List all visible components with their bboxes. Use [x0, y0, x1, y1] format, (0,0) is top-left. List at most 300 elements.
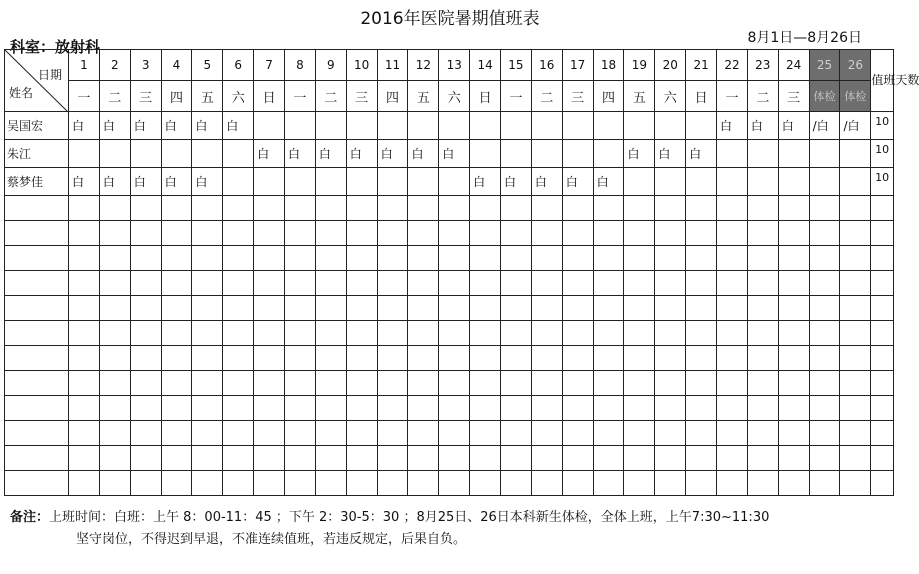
shift-cell: [501, 112, 532, 140]
empty-cell: [5, 346, 69, 371]
table-row: [5, 168, 894, 196]
weekday: 体检: [840, 81, 871, 112]
notes-label: 备注：: [10, 510, 50, 525]
empty-cell: [624, 196, 655, 221]
empty-cell: [439, 346, 470, 371]
empty-cell: [531, 446, 562, 471]
empty-cell: [5, 196, 69, 221]
empty-cell: [747, 221, 778, 246]
empty-cell: [624, 271, 655, 296]
empty-cell: [531, 296, 562, 321]
shift-cell: [223, 140, 254, 168]
empty-cell: [501, 446, 532, 471]
empty-row: [5, 346, 894, 371]
empty-cell: [501, 371, 532, 396]
empty-cell: [192, 221, 223, 246]
empty-cell: [531, 396, 562, 421]
empty-cell: [130, 396, 161, 421]
empty-cell: [809, 221, 840, 246]
shift-cell: 白: [778, 112, 809, 140]
empty-cell: [130, 321, 161, 346]
empty-cell: [778, 396, 809, 421]
empty-cell: [377, 321, 408, 346]
empty-cell: [655, 371, 686, 396]
empty-cell: [315, 296, 346, 321]
empty-cell: [501, 221, 532, 246]
shift-cell: [130, 140, 161, 168]
empty-cell: [840, 446, 871, 471]
empty-cell: [531, 246, 562, 271]
empty-cell: [531, 321, 562, 346]
shift-cell: [439, 168, 470, 196]
empty-row: [5, 396, 894, 421]
empty-cell: [346, 271, 377, 296]
empty-cell: [285, 321, 316, 346]
empty-cell: [5, 321, 69, 346]
day-number: 22: [717, 50, 748, 81]
empty-cell: [285, 196, 316, 221]
empty-cell: [501, 271, 532, 296]
empty-cell: [223, 296, 254, 321]
weekday: 六: [655, 81, 686, 112]
shift-cell: 白: [192, 112, 223, 140]
empty-cell: [5, 296, 69, 321]
empty-cell: [840, 296, 871, 321]
empty-cell: [192, 446, 223, 471]
empty-cell: [871, 471, 894, 496]
empty-cell: [624, 471, 655, 496]
day-number: 10: [346, 50, 377, 81]
empty-cell: [531, 471, 562, 496]
empty-cell: [161, 271, 192, 296]
empty-cell: [624, 446, 655, 471]
empty-cell: [686, 321, 717, 346]
empty-cell: [809, 196, 840, 221]
empty-cell: [439, 296, 470, 321]
empty-cell: [192, 321, 223, 346]
day-number: 24: [778, 50, 809, 81]
page-title: 2016年医院暑期值班表: [360, 9, 540, 29]
empty-cell: [655, 421, 686, 446]
notes-schedule: 上班时间：白班：上午 8：00-11：45 ；下午 2：30-5：30 ；8月25日、26日本科新生体检，全体上班，上午7:30~11:30: [49, 510, 770, 525]
empty-cell: [408, 196, 439, 221]
empty-cell: [717, 421, 748, 446]
weekday: 二: [99, 81, 130, 112]
empty-cell: [346, 421, 377, 446]
empty-cell: [840, 346, 871, 371]
shift-cell: [686, 168, 717, 196]
empty-cell: [315, 196, 346, 221]
empty-cell: [686, 446, 717, 471]
empty-cell: [778, 271, 809, 296]
total-days-cell: 10: [871, 140, 894, 168]
empty-cell: [717, 471, 748, 496]
empty-cell: [439, 196, 470, 221]
empty-cell: [470, 371, 501, 396]
empty-cell: [408, 271, 439, 296]
empty-cell: [871, 196, 894, 221]
empty-cell: [624, 421, 655, 446]
empty-cell: [747, 371, 778, 396]
empty-cell: [717, 396, 748, 421]
empty-cell: [192, 421, 223, 446]
empty-cell: [470, 446, 501, 471]
empty-cell: [161, 321, 192, 346]
empty-cell: [778, 346, 809, 371]
empty-cell: [68, 396, 99, 421]
empty-cell: [809, 471, 840, 496]
empty-cell: [223, 196, 254, 221]
empty-cell: [717, 296, 748, 321]
empty-cell: [747, 396, 778, 421]
empty-cell: [377, 271, 408, 296]
empty-cell: [346, 446, 377, 471]
empty-cell: [531, 371, 562, 396]
empty-cell: [223, 271, 254, 296]
empty-cell: [593, 321, 624, 346]
empty-cell: [315, 271, 346, 296]
weekday: 四: [161, 81, 192, 112]
empty-cell: [377, 446, 408, 471]
empty-cell: [285, 446, 316, 471]
shift-cell: [747, 168, 778, 196]
empty-cell: [99, 421, 130, 446]
empty-row: [5, 421, 894, 446]
empty-cell: [315, 221, 346, 246]
empty-cell: [161, 421, 192, 446]
empty-cell: [254, 371, 285, 396]
empty-cell: [346, 321, 377, 346]
empty-cell: [840, 196, 871, 221]
empty-cell: [161, 346, 192, 371]
empty-cell: [285, 396, 316, 421]
shift-cell: [624, 168, 655, 196]
shift-cell: 白: [501, 168, 532, 196]
empty-cell: [315, 421, 346, 446]
empty-cell: [655, 296, 686, 321]
empty-cell: [377, 346, 408, 371]
empty-cell: [254, 296, 285, 321]
empty-cell: [747, 271, 778, 296]
shift-cell: [624, 112, 655, 140]
weekday: 二: [531, 81, 562, 112]
empty-cell: [778, 446, 809, 471]
empty-cell: [99, 271, 130, 296]
weekday: 日: [254, 81, 285, 112]
weekday: 五: [624, 81, 655, 112]
empty-cell: [5, 421, 69, 446]
empty-cell: [5, 246, 69, 271]
empty-cell: [809, 396, 840, 421]
shift-cell: [192, 140, 223, 168]
empty-cell: [346, 471, 377, 496]
shift-cell: [408, 168, 439, 196]
shift-cell: [377, 168, 408, 196]
shift-cell: [717, 140, 748, 168]
weekday: 二: [315, 81, 346, 112]
day-number: 16: [531, 50, 562, 81]
empty-cell: [346, 221, 377, 246]
empty-cell: [130, 471, 161, 496]
empty-cell: [717, 271, 748, 296]
empty-cell: [840, 271, 871, 296]
shift-cell: 白: [130, 112, 161, 140]
empty-cell: [778, 221, 809, 246]
empty-cell: [192, 396, 223, 421]
empty-cell: [655, 346, 686, 371]
empty-cell: [68, 421, 99, 446]
empty-cell: [408, 371, 439, 396]
empty-row: [5, 371, 894, 396]
empty-cell: [285, 246, 316, 271]
empty-cell: [161, 371, 192, 396]
shift-cell: 白: [593, 168, 624, 196]
day-number: 2: [99, 50, 130, 81]
empty-cell: [408, 421, 439, 446]
empty-cell: [223, 421, 254, 446]
day-number: 18: [593, 50, 624, 81]
empty-cell: [593, 246, 624, 271]
empty-row: [5, 296, 894, 321]
empty-cell: [223, 396, 254, 421]
empty-cell: [68, 471, 99, 496]
empty-cell: [408, 221, 439, 246]
empty-cell: [501, 321, 532, 346]
empty-cell: [562, 296, 593, 321]
empty-cell: [747, 246, 778, 271]
empty-cell: [285, 421, 316, 446]
empty-cell: [315, 346, 346, 371]
empty-cell: [840, 221, 871, 246]
empty-cell: [717, 446, 748, 471]
empty-cell: [747, 346, 778, 371]
empty-cell: [655, 321, 686, 346]
shift-cell: 白: [130, 168, 161, 196]
empty-cell: [686, 471, 717, 496]
empty-cell: [871, 221, 894, 246]
empty-cell: [871, 271, 894, 296]
notes-line-1: [10, 507, 769, 529]
empty-cell: [254, 246, 285, 271]
shift-cell: [99, 140, 130, 168]
empty-cell: [686, 221, 717, 246]
shift-cell: [809, 168, 840, 196]
department-label: 科室：: [10, 38, 56, 56]
empty-row: [5, 271, 894, 296]
weekday: 三: [346, 81, 377, 112]
empty-cell: [809, 446, 840, 471]
empty-cell: [408, 396, 439, 421]
shift-cell: 白: [377, 140, 408, 168]
empty-cell: [161, 246, 192, 271]
empty-cell: [624, 396, 655, 421]
staff-name: 蔡梦佳: [5, 168, 69, 196]
empty-cell: [686, 271, 717, 296]
empty-cell: [5, 221, 69, 246]
shift-cell: 白: [161, 168, 192, 196]
shift-cell: /白: [809, 112, 840, 140]
shift-cell: [470, 112, 501, 140]
empty-cell: [686, 371, 717, 396]
weekday: 三: [130, 81, 161, 112]
empty-cell: [593, 296, 624, 321]
empty-cell: [562, 421, 593, 446]
shift-cell: [531, 140, 562, 168]
empty-cell: [717, 346, 748, 371]
empty-cell: [501, 421, 532, 446]
empty-cell: [871, 296, 894, 321]
empty-cell: [315, 246, 346, 271]
shift-cell: 白: [717, 112, 748, 140]
empty-cell: [192, 471, 223, 496]
empty-cell: [223, 471, 254, 496]
shift-cell: [285, 112, 316, 140]
weekday: 一: [68, 81, 99, 112]
empty-cell: [686, 396, 717, 421]
day-number: 15: [501, 50, 532, 81]
empty-cell: [223, 346, 254, 371]
empty-cell: [130, 446, 161, 471]
empty-cell: [5, 446, 69, 471]
empty-cell: [99, 471, 130, 496]
empty-cell: [686, 421, 717, 446]
shift-cell: [655, 168, 686, 196]
empty-cell: [501, 396, 532, 421]
empty-cell: [531, 271, 562, 296]
day-number: 4: [161, 50, 192, 81]
empty-cell: [470, 396, 501, 421]
empty-cell: [68, 246, 99, 271]
empty-cell: [655, 221, 686, 246]
empty-cell: [161, 396, 192, 421]
empty-cell: [655, 246, 686, 271]
empty-cell: [68, 446, 99, 471]
empty-cell: [562, 346, 593, 371]
empty-cell: [408, 246, 439, 271]
empty-cell: [99, 396, 130, 421]
empty-cell: [439, 321, 470, 346]
empty-cell: [254, 221, 285, 246]
empty-cell: [470, 471, 501, 496]
empty-cell: [501, 246, 532, 271]
empty-cell: [686, 296, 717, 321]
empty-cell: [655, 471, 686, 496]
empty-cell: [717, 221, 748, 246]
weekday: 日: [686, 81, 717, 112]
empty-cell: [68, 196, 99, 221]
empty-cell: [68, 296, 99, 321]
day-number: 7: [254, 50, 285, 81]
shift-cell: 白: [531, 168, 562, 196]
empty-cell: [315, 321, 346, 346]
empty-cell: [130, 246, 161, 271]
empty-cell: [254, 471, 285, 496]
empty-cell: [593, 221, 624, 246]
empty-cell: [562, 446, 593, 471]
empty-cell: [593, 446, 624, 471]
empty-cell: [562, 196, 593, 221]
empty-cell: [501, 296, 532, 321]
day-number: 20: [655, 50, 686, 81]
empty-cell: [840, 471, 871, 496]
empty-cell: [223, 446, 254, 471]
empty-cell: [315, 371, 346, 396]
empty-cell: [686, 346, 717, 371]
corner-date-label: 日期: [37, 68, 62, 82]
empty-cell: [254, 346, 285, 371]
empty-cell: [408, 321, 439, 346]
empty-cell: [747, 321, 778, 346]
shift-cell: 白: [99, 112, 130, 140]
empty-cell: [5, 371, 69, 396]
empty-cell: [624, 321, 655, 346]
header-corner: [5, 50, 69, 112]
empty-cell: [809, 296, 840, 321]
shift-cell: [315, 168, 346, 196]
day-number: 11: [377, 50, 408, 81]
empty-cell: [809, 246, 840, 271]
weekday: 四: [593, 81, 624, 112]
empty-cell: [99, 346, 130, 371]
shift-cell: 白: [68, 168, 99, 196]
empty-cell: [346, 371, 377, 396]
empty-cell: [439, 471, 470, 496]
empty-cell: [5, 271, 69, 296]
duty-roster-table: [4, 49, 919, 496]
empty-cell: [624, 346, 655, 371]
day-number: 23: [747, 50, 778, 81]
shift-cell: [470, 140, 501, 168]
empty-cell: [501, 196, 532, 221]
empty-cell: [778, 471, 809, 496]
empty-cell: [655, 396, 686, 421]
empty-row: [5, 471, 894, 496]
empty-cell: [377, 396, 408, 421]
empty-cell: [593, 471, 624, 496]
shift-cell: [501, 140, 532, 168]
empty-cell: [809, 346, 840, 371]
empty-cell: [778, 421, 809, 446]
department-value: 放射科: [55, 38, 101, 56]
empty-cell: [470, 246, 501, 271]
shift-cell: [593, 140, 624, 168]
empty-cell: [377, 421, 408, 446]
total-days-header: 值班天数: [871, 50, 894, 112]
empty-cell: [254, 421, 285, 446]
shift-cell: [778, 140, 809, 168]
day-number: 8: [285, 50, 316, 81]
empty-cell: [747, 196, 778, 221]
empty-cell: [285, 296, 316, 321]
empty-cell: [747, 421, 778, 446]
weekday: 二: [747, 81, 778, 112]
staff-name: 吴国宏: [5, 112, 69, 140]
empty-cell: [871, 446, 894, 471]
empty-cell: [192, 271, 223, 296]
empty-cell: [68, 346, 99, 371]
shift-cell: [531, 112, 562, 140]
empty-cell: [593, 421, 624, 446]
empty-cell: [470, 221, 501, 246]
empty-cell: [68, 371, 99, 396]
empty-cell: [99, 296, 130, 321]
empty-cell: [254, 396, 285, 421]
shift-cell: 白: [624, 140, 655, 168]
shift-cell: 白: [254, 140, 285, 168]
shift-cell: [346, 168, 377, 196]
empty-row: [5, 221, 894, 246]
empty-cell: [408, 346, 439, 371]
